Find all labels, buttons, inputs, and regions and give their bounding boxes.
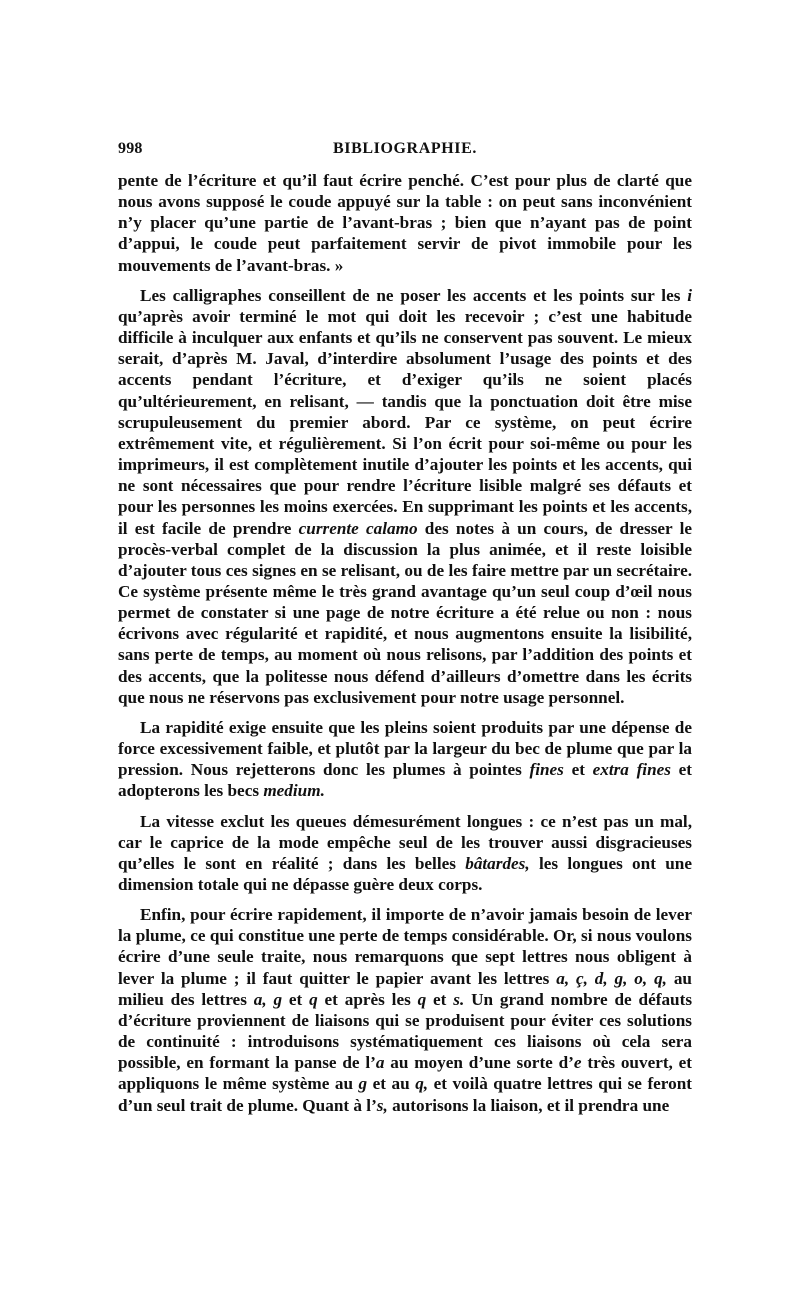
text-run: et (282, 989, 310, 1009)
text-run: et au (367, 1074, 416, 1094)
paragraph (118, 811, 692, 896)
text-run: autorisons la liaison, et il prendra une (387, 1095, 670, 1115)
text-run: les longues ont une dimension totale qui ne dépasse guère deux corps. (118, 853, 692, 894)
text-run: La vitesse exclut les queues démesurément longues : ce n’est pas un mal, car le caprice de la mode empêche seul de les trouver aussi disgracieuses qu’elles le sont en réalité ; dans les belles (118, 811, 692, 873)
text-run: et après les (317, 989, 418, 1009)
italic-text: a, g (253, 989, 283, 1009)
italic-text: bâtardes, (465, 853, 530, 873)
italic-text: e (573, 1053, 582, 1073)
text-run: très ouvert, et appliquons le même système au (118, 1053, 693, 1094)
text-run: Enfin, pour écrire rapidement, il importe de n’avoir jamais besoin de lever la plume, ce qui constitue une perte de temps considérable. Or, si nous voulons écrire d’une seule traite, nous remarquons que sept lettres nous obligent à lever la plume ; il faut quitter le papier avant les lettres (118, 905, 692, 988)
book-page (118, 140, 692, 1125)
italic-text: fines (529, 760, 564, 780)
text-run: Les calligraphes conseillent de ne poser les accents et les points sur les (140, 285, 688, 305)
text-run: La rapidité exige ensuite que les pleins soient produits par une dépense de force excessivement faible, et plutôt par la largeur du bec de plume que par la pression. Nous rejetterons donc les plumes à pointes (118, 717, 692, 780)
italic-text: s. (453, 989, 465, 1009)
italic-text: extra fines (592, 760, 671, 780)
running-head (118, 140, 692, 164)
italic-text: s, (376, 1095, 388, 1115)
italic-text: q, (415, 1074, 429, 1094)
italic-text: q (417, 989, 427, 1009)
paragraph (118, 170, 692, 276)
italic-text: medium. (263, 781, 325, 801)
text-run: et (426, 989, 454, 1009)
running-title: BIBLIOGRAPHIE. (333, 140, 477, 157)
text-run: et (563, 760, 593, 780)
text-run: Un grand nombre de défauts d’écriture proviennent de liaisons qui se produisent pour éviter ces solutions de continuité : introduisons systématiquement ces liaisons où cela sera possible, en formant la panse de l’ (118, 989, 693, 1073)
italic-text: i (687, 285, 692, 305)
paragraph (118, 717, 692, 802)
text-run: et voilà quatre lettres qui se feront d’un seul trait de plume. Quant à l’ (118, 1074, 692, 1115)
page-number: 998 (118, 140, 143, 157)
italic-text: q (309, 989, 318, 1009)
text-run: pente de l’écriture et qu’il faut écrire penché. C’est pour plus de clarté que nous avons supposé le coude appuyé sur la table : on peut sans inconvénient n’y placer qu’une partie de l’avant-bras ; bien que n’ayant pas de point d’appui, le coude peut parfaitement servir de pivot immobile pour les mouvements de l’avant-bras. » (118, 171, 692, 275)
text-run: des notes à un cours, de dresser le procès-verbal complet de la discussion la plus animée, et il reste loisible d’ajouter tous ces signes en se relisant, ou de les faire mettre par un secrétaire. Ce système présente même le très grand avantage qu’un seul coup d’œil nous permet de constater si une page de notre écriture a été relue ou non : nous écrivons avec régularité et rapidité, et nous augmentons ensuite la lisibilité, sans perte de temps, au moment où nous relisons, par l’addition des points et des accents, que la politesse nous défend d’ailleurs d’omettre dans les écrits que nous ne réservons pas exclusivement pour notre usage personnel. (118, 518, 692, 707)
italic-text: g (358, 1074, 368, 1094)
italic-text: a (375, 1053, 385, 1073)
text-run: au milieu des lettres (118, 968, 692, 1009)
italic-text: currente calamo (298, 518, 418, 538)
paragraph (118, 904, 692, 1116)
text-run: et adopterons les becs (118, 760, 693, 801)
text-run: au moyen d’une sorte d’ (384, 1053, 574, 1073)
italic-text: a, ç, d, g, o, q, (556, 968, 667, 988)
body-text (118, 170, 692, 1116)
paragraph (118, 285, 692, 708)
text-run: qu’après avoir terminé le mot qui doit les recevoir ; c’est une habitude difficile à inculquer aux enfants et qu’ils ne conservent pas souvent. Le mieux serait, d’après M. Javal, d’interdire absolument l’usage des points et des accents pendant l’écriture, et d’exiger qu’ils ne soient placés qu’ultérieurement, en relisant, — tandis que la ponctuation doit être mise scrupuleusement du premier abord. Par ce système, on peut écrire extrêmement vite, et régulièrement. Si l’on écrit pour soi-même ou pour les imprimeurs, il est complètement inutile d’ajouter les points et les accents, qui ne sont nécessaires que pour rendre l’écriture lisible malgré ses défauts et pour les personnes les moins exercées. En supprimant les points et les accents, il est facile de prendre (118, 306, 692, 538)
